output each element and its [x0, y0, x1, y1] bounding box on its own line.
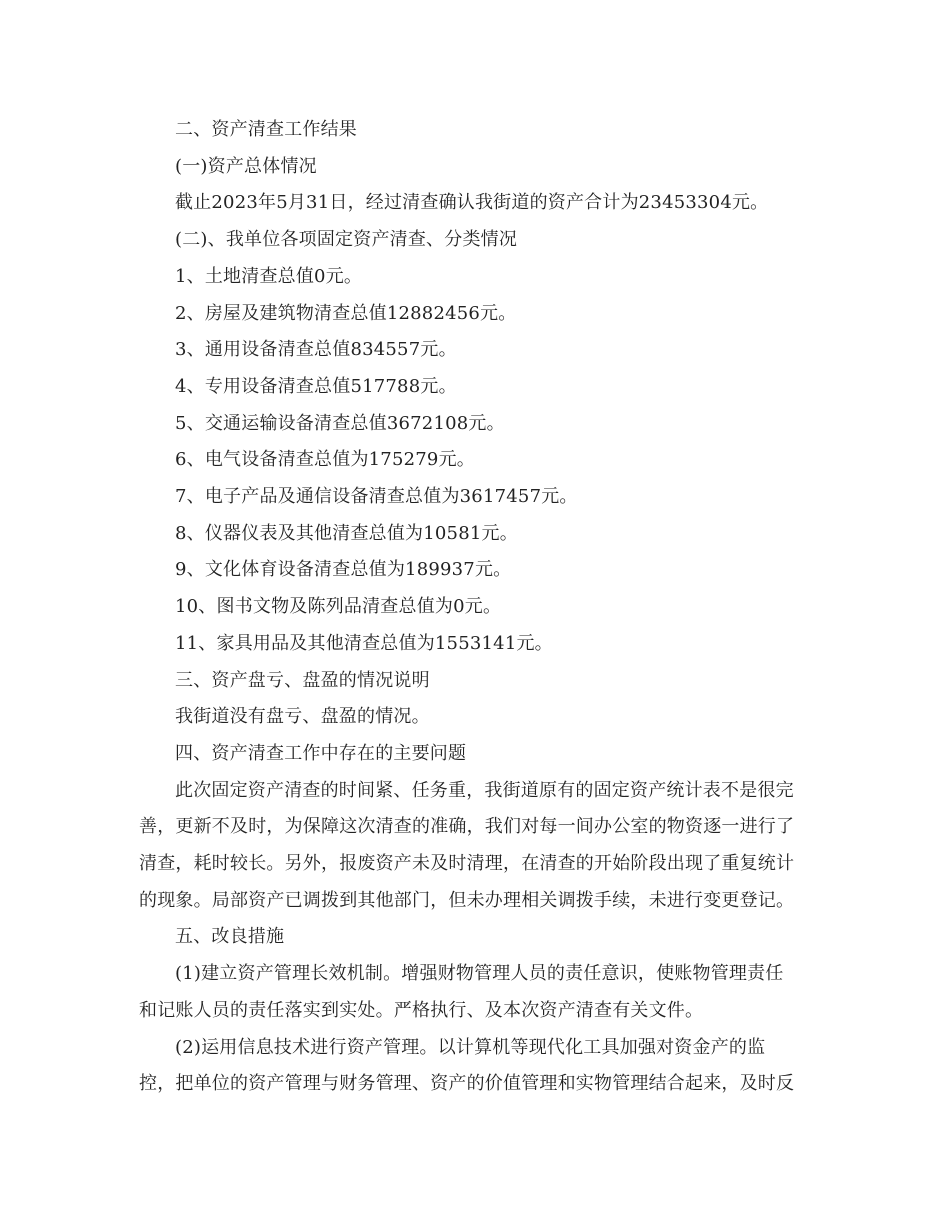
paragraph-line: 清查，耗时较长。另外，报废资产未及时清理，在清查的开始阶段出现了重复统计	[139, 853, 795, 875]
list-item: 8、仪器仪表及其他清查总值为10581元。	[175, 522, 518, 544]
paragraph-line: 善，更新不及时，为保障这次清查的准确，我们对每一间办公室的物资逐一进行了	[139, 816, 795, 838]
list-item: 11、家具用品及其他清查总值为1553141元。	[175, 632, 553, 654]
paragraph-line: (2)运用信息技术进行资产管理。以计算机等现代化工具加强对资金产的监	[175, 1036, 766, 1058]
paragraph-line: (1)建立资产管理长效机制。增强财物管理人员的责任意识，使账物管理责任	[175, 963, 784, 985]
paragraph-line: 的现象。局部资产已调拨到其他部门，但未办理相关调拨手续，未进行变更登记。	[139, 889, 795, 911]
paragraph-no-loss-gain: 我街道没有盘亏、盘盈的情况。	[175, 706, 430, 728]
heading-main-problems: 四、资产清查工作中存在的主要问题	[175, 742, 467, 764]
subheading-categories: (二)、我单位各项固定资产清查、分类情况	[175, 229, 518, 251]
subheading-overall: (一)资产总体情况	[175, 155, 317, 177]
list-item: 1、土地清查总值0元。	[175, 265, 363, 287]
list-item: 4、专用设备清查总值517788元。	[175, 375, 457, 397]
heading-improvements: 五、改良措施	[175, 926, 285, 948]
document-page	[139, 112, 811, 1103]
list-item: 2、房屋及建筑物清查总值12882456元。	[175, 302, 517, 324]
list-item: 7、电子产品及通信设备清查总值为3617457元。	[175, 486, 578, 508]
list-item: 9、文化体育设备清查总值为189937元。	[175, 559, 512, 581]
paragraph-measure-2	[139, 1030, 811, 1103]
heading-asset-results: 二、资产清查工作结果	[175, 119, 357, 140]
paragraph-measure-1	[139, 956, 811, 1029]
heading-loss-gain: 三、资产盘亏、盘盈的情况说明	[175, 669, 430, 691]
list-item: 10、图书文物及陈列品清查总值为0元。	[175, 596, 502, 618]
list-item: 3、通用设备清查总值834557元。	[175, 339, 457, 361]
list-item: 6、电气设备清查总值为175279元。	[175, 449, 475, 471]
paragraph-total-assets: 截止2023年5月31日，经过清查确认我街道的资产合计为23453304元。	[175, 192, 769, 214]
list-item: 5、交通运输设备清查总值3672108元。	[175, 412, 505, 434]
paragraph-line: 控，把单位的资产管理与财务管理、资产的价值管理和实物管理结合起来，及时反	[139, 1073, 795, 1095]
paragraph-problems	[139, 773, 811, 920]
paragraph-line: 此次固定资产清查的时间紧、任务重，我街道原有的固定资产统计表不是很完	[175, 779, 794, 801]
paragraph-line: 和记账人员的责任落实到实处。严格执行、及本次资产清查有关文件。	[139, 999, 704, 1021]
